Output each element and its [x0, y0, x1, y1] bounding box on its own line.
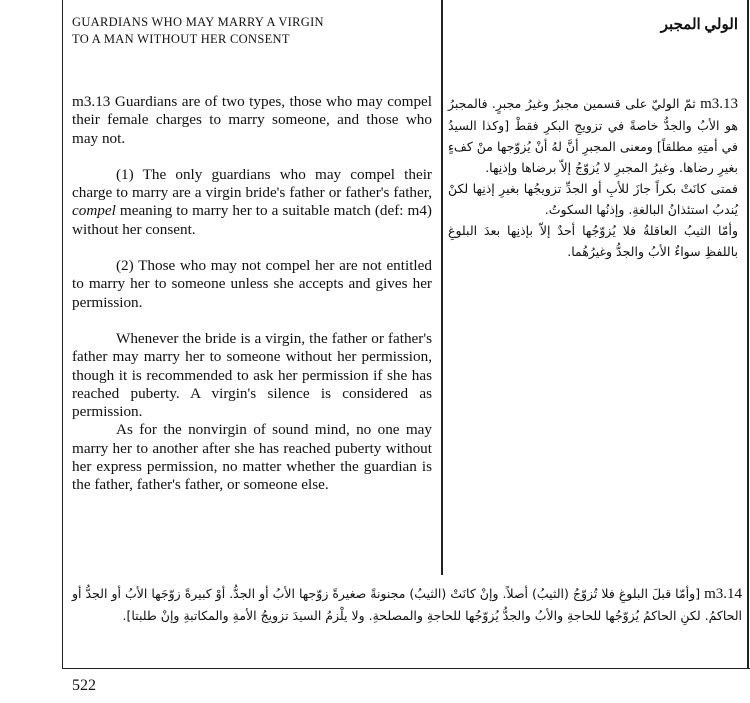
paragraph-text: Guardians are of two types, those who may compel their female charges to marry someone, and those who may not. [72, 93, 432, 147]
column-divider [441, 0, 443, 575]
title-line-1: GUARDIANS WHO MAY MARRY A VIRGIN [72, 15, 324, 29]
paragraph-virgin: Whenever the bride is a virgin, the father or father's father may marry her to someone without her permission, though it is recommended to ask her permission if she has reached puberty. A virgin's silence is considered as permission. [72, 329, 432, 421]
arabic-column [448, 93, 738, 262]
paragraph-not-compel: (2) Those who may not compel her are not entitled to marry her to someone unless she accepts and gives her permission. [72, 257, 432, 311]
arabic-paragraph-2: فمتى كانَتْ بكراً جازَ للأبِ أو الجدِّ تزويجُها بغيرِ إذنِها لكنْ يُندبُ استئذانُ البالغةِ. وإذنُها السكوتُ. [448, 181, 738, 217]
paragraph-compel [72, 166, 432, 239]
arabic-paragraph-1 [448, 93, 738, 178]
page-number: 522 [72, 677, 96, 694]
english-column [72, 93, 432, 495]
section-number: m3.13 [700, 96, 738, 112]
section-title-arabic: الولي المجبر [660, 17, 738, 33]
paragraph-text: ثمّ الوليّ على قسمين مجبرٌ وغيرُ مجبرٍ. فالمجبرُ هو الأبُ والجدُّ خاصةً في تزويجِ البكرِ فقطْ [وكذا السيدُ في أمتِهِ مطلقاً] ومعنى المجبرِ أنَّ لهُ أنْ يُزوّجها منْ كفءٍ بغيرِ رضاها. وغيرُ المجبرِ لا يُزوّجُ إلاّ برضاها وإذنِها. [448, 96, 738, 175]
section-number: m3.14 [704, 586, 742, 602]
arabic-paragraph-3: وأمّا الثيبُ العاقلةُ فلا يُزوّجُها أحدٌ إلاّ بإذنِها بعدَ البلوغِ باللفظِ سواءٌ الأبُ والجدُّ وغيرُهُما. [448, 223, 738, 259]
section-title-english [72, 14, 324, 48]
paragraph-text: [وأمّا قبلَ البلوغِ فلا تُزوّجُ (الثيبُ) أصلاً. وإنْ كانَتْ (الثيبُ) مجنونةً صغيرةً زوّجها الأبُ أو الجدُّ. أوْ كبيرةً زوّجَها الأبُ أو الجدُّ أو الحاكمُ. لكنِ الحاكمُ يُزوّجُها للحاجةِ والأبُ والجدُّ يُزوّجُها للحاجةِ والمصلحةِ. ولا يلْزمُ السيدَ تزويجُ الأمةِ والمكاتبةِ وإنْ طلبتا]. [72, 586, 742, 623]
paragraph-nonvirgin: As for the nonvirgin of sound mind, no one may marry her to another after she has reached puberty without her express permission, no matter whether the guardian is the father, father's father, or someone else. [72, 421, 432, 494]
paragraph-text: (1) The only guardians who may compel their charge to marry are a virgin bride's father or father's father, [72, 165, 432, 202]
section-number: m3.13 [72, 93, 111, 110]
frame-right-border [747, 0, 749, 668]
paragraph-m3-13 [72, 93, 432, 148]
title-line-2: TO A MAN WITHOUT HER CONSENT [72, 32, 290, 46]
emphasis: compel [72, 202, 116, 220]
paragraph-text: meaning to marry her to a suitable match (def: m4) without her consent. [72, 202, 432, 238]
arabic-note-m3-14 [72, 583, 742, 627]
